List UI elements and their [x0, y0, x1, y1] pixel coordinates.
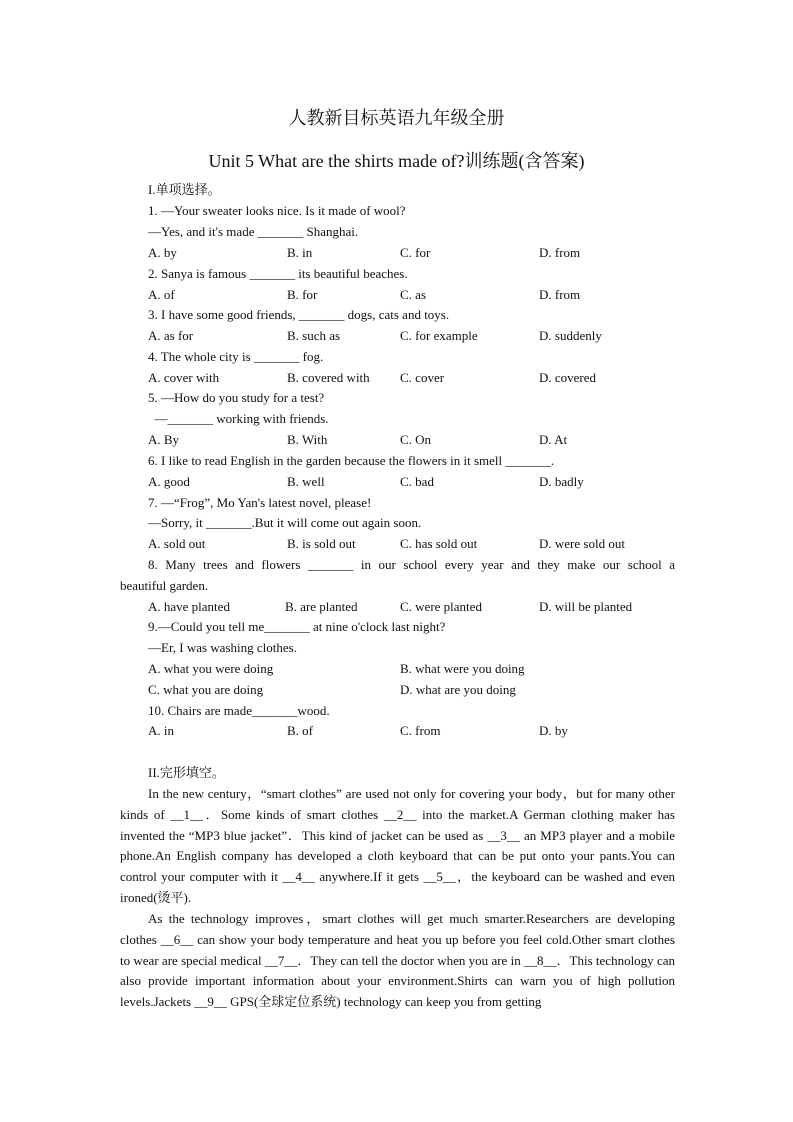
option-a: A. of	[148, 287, 175, 302]
option-a: A. sold out	[148, 536, 206, 551]
document-title: 人教新目标英语九年级全册	[288, 108, 505, 128]
option-d: D. were sold out	[539, 536, 625, 551]
option-a: A. By	[148, 432, 180, 447]
option-d: D. will be planted	[539, 599, 633, 614]
question-stem: 7. —“Frog”, Mo Yan's latest novel, please!	[148, 495, 372, 510]
option-c: C. bad	[400, 474, 434, 489]
option-d: D. by	[539, 723, 568, 738]
option-a: A. cover with	[148, 370, 220, 385]
option-a: A. in	[148, 723, 174, 738]
question-stem: —Er, I was washing clothes.	[148, 640, 297, 655]
option-b: B. covered with	[287, 370, 370, 385]
question-stem: —_______ working with friends.	[148, 411, 329, 426]
question-stem: 3. I have some good friends, _______ dogs, cats and toys.	[148, 307, 450, 322]
section-heading-cloze: II.完形填空。	[148, 765, 225, 780]
question-stem: —Yes, and it's made _______ Shanghai.	[148, 224, 359, 239]
question-stem: beautiful garden.	[120, 578, 209, 593]
document-subtitle: Unit 5 What are the shirts made of?训练题(含答案)	[208, 151, 585, 171]
option-d: D. covered	[539, 370, 597, 385]
option-b: B. are planted	[285, 599, 358, 614]
option-b: B. in	[287, 245, 313, 260]
section-heading-multiple-choice: I.单项选择。	[148, 182, 221, 197]
question-stem: 10. Chairs are made_______wood.	[148, 703, 330, 718]
question-stem: 5. —How do you study for a test?	[148, 390, 325, 405]
option-c: C. what you are doing	[148, 682, 264, 697]
option-a: A. as for	[148, 328, 194, 343]
option-b: B. what were you doing	[400, 661, 525, 676]
option-d: D. what are you doing	[400, 682, 516, 697]
option-c: C. for example	[400, 328, 478, 343]
option-c: C. from	[400, 723, 441, 738]
option-c: C. for	[400, 245, 431, 260]
option-a: A. have planted	[148, 599, 230, 614]
option-c: C. as	[400, 287, 426, 302]
option-b: B. is sold out	[287, 536, 356, 551]
question-stem: 1. —Your sweater looks nice. Is it made of wool?	[148, 203, 406, 218]
option-c: C. were planted	[400, 599, 482, 614]
option-b: B. well	[287, 474, 325, 489]
option-d: D. from	[539, 287, 581, 302]
question-stem: 9.—Could you tell me_______ at nine o'clock last night?	[148, 619, 446, 634]
option-c: C. On	[400, 432, 432, 447]
option-d: D. At	[539, 432, 568, 447]
question-stem: —Sorry, it _______.But it will come out again soon.	[148, 515, 422, 530]
question-stem: 8. Many trees and flowers _______ in our school every year and they make our school a	[148, 557, 675, 572]
cloze-paragraph: In the new century，“smart clothes” are used not only for covering your body，but for many other kinds of __1__．Some kinds of smart clothes __2__ into the market.A German clothing maker has invented the “MP3 blue jacket”．This kind of jacket can be used as __3__ an MP3 player and a mobile phone.An English company has developed a cloth keyboard that can be put onto your pants.You can control your computer with it __4__ anywhere.If it gets __5__，the keyboard can be washed and even ironed(烫平).	[120, 786, 675, 905]
option-d: D. badly	[539, 474, 584, 489]
option-c: C. cover	[400, 370, 445, 385]
cloze-paragraph: As the technology improves，smart clothes will get much smarter.Researchers are developing clothes __6__ can show your body temperature and heat you up before you feel cold.Other smart clothes to wear are special medical __7__．They can tell the doctor when you are in __8__．This technology can also provide important information about your environment.Shirts can warn you of high pollution levels.Jackets __9__ GPS(全球定位系统) technology can keep you from getting	[120, 911, 675, 1010]
option-a: A. what you were doing	[148, 661, 274, 676]
option-a: A. by	[148, 245, 177, 260]
question-stem: 2. Sanya is famous _______ its beautiful beaches.	[148, 266, 408, 281]
option-c: C. has sold out	[400, 536, 478, 551]
option-b: B. for	[287, 287, 318, 302]
option-d: D. suddenly	[539, 328, 602, 343]
question-stem: 6. I like to read English in the garden because the flowers in it smell _______.	[148, 453, 555, 468]
option-b: B. such as	[287, 328, 341, 343]
option-a: A. good	[148, 474, 190, 489]
option-b: B. of	[287, 723, 313, 738]
option-b: B. With	[287, 432, 328, 447]
question-stem: 4. The whole city is _______ fog.	[148, 349, 324, 364]
option-d: D. from	[539, 245, 581, 260]
